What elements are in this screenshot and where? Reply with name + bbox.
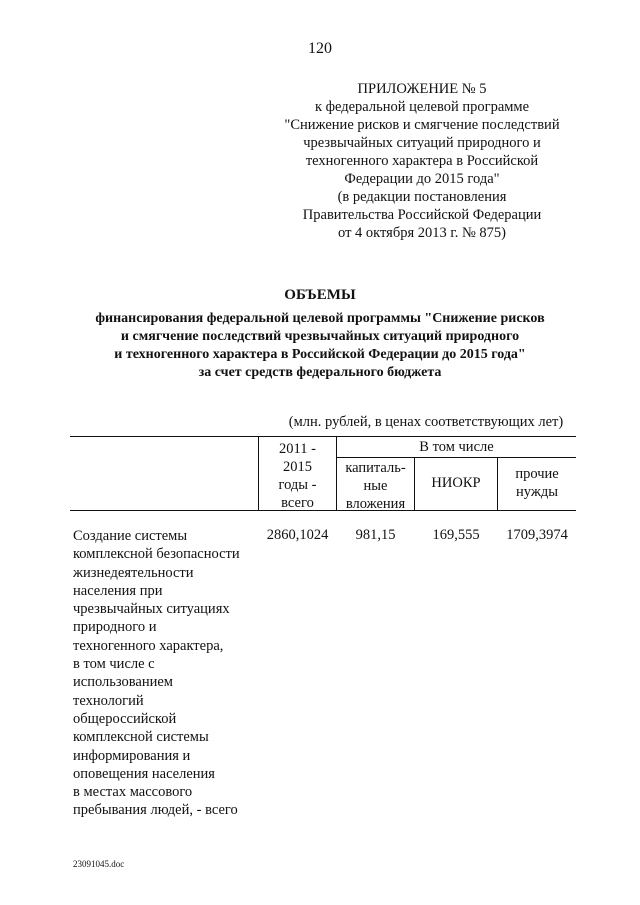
header-other-line: прочие <box>515 466 559 482</box>
row-label-line: в том числе с <box>73 656 155 673</box>
appendix-line: (в редакции постановления <box>337 189 507 205</box>
cell-other: 1709,3974 <box>506 527 568 543</box>
row-label <box>73 527 263 820</box>
appendix-line: к федеральной целевой программе <box>314 99 530 115</box>
header-capital-line: капиталь- <box>345 460 406 476</box>
row-label-line: использованием <box>73 674 173 691</box>
header-niokr: НИОКР <box>431 475 481 491</box>
subtitle-line: и техногенного характера в Российской Федерации до 2015 года" <box>114 347 526 362</box>
header-group: В том числе <box>419 439 494 455</box>
row-label-line: информирования и <box>73 747 191 764</box>
row-label-line: пребывания людей, - всего <box>73 802 238 819</box>
cell-niokr: 169,555 <box>432 527 480 543</box>
appendix-line: техногенного характера в Российской <box>305 153 539 169</box>
document-title: ОБЪЕМЫ <box>284 287 356 303</box>
cell-total: 2860,1024 <box>266 527 329 543</box>
appendix-line: чрезвычайных ситуаций природного и <box>303 135 541 151</box>
header-total-line: 2015 <box>283 459 312 475</box>
appendix-line: "Снижение рисков и смягчение последствий <box>284 117 560 133</box>
subtitle-line: финансирования федеральной целевой программы "Снижение рисков <box>95 311 545 326</box>
subtitle-line: и смягчение последствий чрезвычайных ситуаций природного <box>120 329 520 344</box>
header-total-line: годы - <box>278 477 317 493</box>
header-capital-line: ные <box>363 478 388 494</box>
header-capital-line: вложения <box>345 496 406 512</box>
table-top-rule <box>70 436 576 437</box>
cell-capital: 981,15 <box>355 527 396 543</box>
table-group-rule <box>336 457 576 458</box>
row-label-line: Создание системы <box>73 528 188 544</box>
row-label-line: техногенного характера, <box>73 637 224 654</box>
row-label-line: в местах массового <box>73 784 193 801</box>
row-label-line: природного и <box>73 619 157 636</box>
header-total-line: всего <box>281 495 314 511</box>
row-label-line: оповещения населения <box>73 765 215 782</box>
row-label-line: технологий <box>73 692 144 709</box>
header-total <box>259 440 336 512</box>
file-name-footer: 23091045.doc <box>73 859 125 869</box>
appendix-line: от 4 октября 2013 г. № 875) <box>338 225 506 241</box>
row-label-line: комплексной системы <box>73 729 209 746</box>
row-label-line: комплексной безопасности <box>73 546 240 563</box>
header-capital <box>337 459 414 513</box>
appendix-line: ПРИЛОЖЕНИЕ № 5 <box>357 81 487 97</box>
row-label-line: населения при <box>73 582 163 599</box>
row-label-line: жизнедеятельности <box>73 564 194 581</box>
header-other-line: нужды <box>516 484 558 500</box>
header-total-line: 2011 - <box>279 441 316 457</box>
appendix-line: Федерации до 2015 года" <box>344 171 500 187</box>
row-label-line: чрезвычайных ситуациях <box>73 601 230 618</box>
document-subtitle <box>60 310 580 382</box>
units-note: (млн. рублей, в ценах соответствующих лет) <box>288 414 564 430</box>
subtitle-line: за счет средств федерального бюджета <box>198 365 442 380</box>
header-other <box>498 465 576 501</box>
row-label-line: общероссийской <box>73 710 177 727</box>
page-number: 120 <box>308 40 332 57</box>
appendix-heading <box>262 80 582 242</box>
appendix-line: Правительства Российской Федерации <box>302 207 542 223</box>
